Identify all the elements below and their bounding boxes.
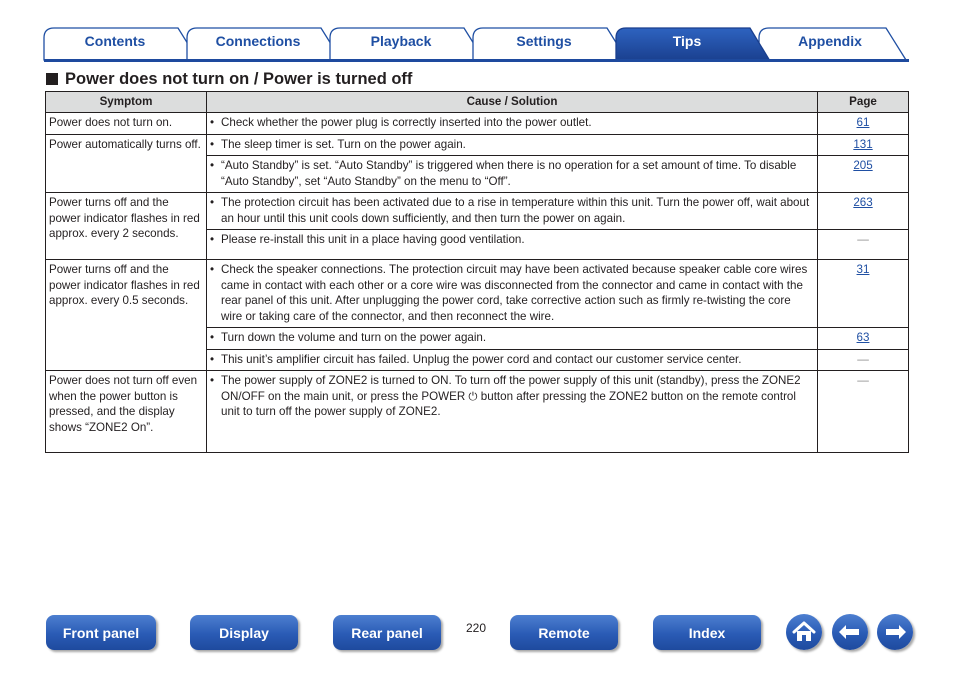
page-none: — xyxy=(857,374,869,387)
index-button[interactable]: Index xyxy=(653,615,761,650)
symptom-cell: Power turns off and the power indicator flashes in red approx. every 0.5 seconds. xyxy=(46,260,207,371)
table-row xyxy=(46,113,909,135)
page-cell xyxy=(818,349,909,371)
page-cell xyxy=(818,134,909,156)
page-cell xyxy=(818,193,909,230)
page-link[interactable]: 31 xyxy=(856,263,870,276)
remote-button[interactable]: Remote xyxy=(510,615,618,650)
tab-playback[interactable]: Playback xyxy=(370,33,432,49)
page-cell xyxy=(818,260,909,328)
bullet-icon: • xyxy=(210,159,215,172)
cause-text: This unit’s amplifier circuit has failed. Unplug the power cord and contact our customer service center. xyxy=(221,352,742,366)
header-cause: Cause / Solution xyxy=(207,92,818,113)
tab-baseline xyxy=(44,59,909,62)
table-row xyxy=(46,193,909,230)
arrow-left-icon xyxy=(832,614,868,650)
forward-button[interactable] xyxy=(877,614,913,650)
tab-connections[interactable]: Connections xyxy=(215,33,301,49)
cause-cell xyxy=(207,230,818,260)
bullet-icon: • xyxy=(210,196,215,209)
cause-text: Check whether the power plug is correctly inserted into the power outlet. xyxy=(221,116,592,129)
arrow-right-icon xyxy=(877,614,913,650)
page-link[interactable]: 61 xyxy=(856,116,870,129)
section-heading xyxy=(46,68,412,90)
bullet-icon: • xyxy=(210,263,215,276)
cause-text: Please re-install this unit in a place having good ventilation. xyxy=(221,233,525,246)
bullet-icon: • xyxy=(210,331,215,344)
bullet-icon: • xyxy=(210,352,215,366)
table-row xyxy=(46,134,909,156)
table-row xyxy=(46,371,909,453)
page-cell xyxy=(818,156,909,193)
page-link[interactable]: 205 xyxy=(853,159,873,172)
cause-cell xyxy=(207,193,818,230)
page-link[interactable]: 263 xyxy=(853,196,873,209)
back-button[interactable] xyxy=(832,614,868,650)
page-cell xyxy=(818,371,909,453)
front-panel-button[interactable]: Front panel xyxy=(46,615,156,650)
page-cell xyxy=(818,230,909,260)
page-link[interactable]: 63 xyxy=(856,331,870,344)
page-number: 220 xyxy=(466,621,487,635)
header-page: Page xyxy=(818,92,909,113)
page-cell xyxy=(818,113,909,135)
page-link[interactable]: 131 xyxy=(853,137,873,151)
tab-settings[interactable]: Settings xyxy=(516,33,572,49)
top-tab-bar xyxy=(0,0,954,64)
cause-text: Check the speaker connections. The protection circuit may have been activated because speaker cable core wires came in contact with each other or a core wire was disconnected from the connector and came in contact with the rear panel of this unit. After unplugging the power cord, take corrective action such as firmly re-twisting the core wire or taking care of the connector, and then reconnect the wire. xyxy=(221,263,808,323)
tab-tips[interactable]: Tips xyxy=(672,33,702,49)
cause-cell xyxy=(207,349,818,371)
tab-appendix[interactable]: Appendix xyxy=(798,33,862,49)
symptom-cell: Power does not turn off even when the power button is pressed, and the display shows “ZONE2 On”. xyxy=(46,371,207,453)
cause-text: “Auto Standby” is set. “Auto Standby” is triggered when there is no operation for a set amount of time. To disable “Auto Standby”, set “Auto Standby” on the menu to “Off”. xyxy=(221,159,797,188)
home-button[interactable] xyxy=(786,614,822,650)
page-cell xyxy=(818,328,909,350)
cause-text: The power supply of ZONE2 is turned to ON. To turn off the power supply of this unit (standby), press the ZONE2 ON/OFF on the main unit, or press the POWER ⏻ button after pressing the ZONE2 button on the remote control unit to turn off the power supply of ZONE2. xyxy=(221,374,801,418)
table-header-row xyxy=(46,92,909,113)
symptom-cell: Power automatically turns off. xyxy=(46,134,207,193)
cause-text: The protection circuit has been activated due to a rise in temperature within this unit. Turn the power off, wait about an hour until this unit cools down sufficiently, and then turn the power on again. xyxy=(221,196,810,225)
page-none: — xyxy=(857,352,869,366)
tab-shapes xyxy=(0,0,954,64)
bullet-icon: • xyxy=(210,137,215,151)
symptom-cell: Power does not turn on. xyxy=(46,113,207,135)
cause-cell xyxy=(207,260,818,328)
bullet-icon: • xyxy=(210,116,215,129)
bullet-icon: • xyxy=(210,233,215,246)
troubleshooting-table xyxy=(45,91,909,453)
cause-cell xyxy=(207,328,818,350)
cause-cell xyxy=(207,113,818,135)
page-title: Power does not turn on / Power is turned off xyxy=(65,69,413,88)
page-none: — xyxy=(857,233,869,246)
home-icon xyxy=(786,614,822,650)
cause-cell xyxy=(207,371,818,453)
square-bullet-icon xyxy=(46,73,58,85)
cause-cell xyxy=(207,134,818,156)
cause-text: The sleep timer is set. Turn on the power again. xyxy=(221,137,466,151)
cause-text: Turn down the volume and turn on the power again. xyxy=(221,331,487,344)
cause-cell xyxy=(207,156,818,193)
display-button[interactable]: Display xyxy=(190,615,298,650)
bullet-icon: • xyxy=(210,374,215,387)
table-row xyxy=(46,260,909,328)
symptom-cell: Power turns off and the power indicator flashes in red approx. every 2 seconds. xyxy=(46,193,207,260)
header-symptom: Symptom xyxy=(46,92,207,113)
tab-contents[interactable]: Contents xyxy=(84,33,146,49)
rear-panel-button[interactable]: Rear panel xyxy=(333,615,441,650)
